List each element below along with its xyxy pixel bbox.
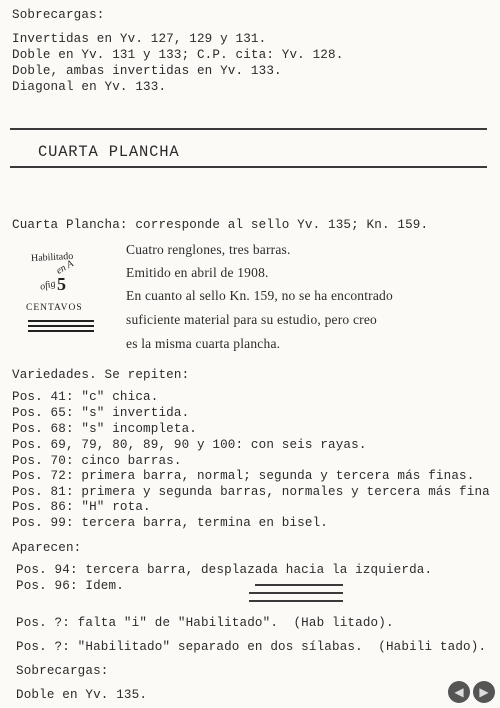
overprint-stamp-image: Habilitado en A ofig 5 CENTAVOS	[22, 248, 104, 338]
appear-item: Pos. 96: Idem.	[16, 579, 124, 593]
bar-illustration	[249, 592, 343, 594]
appear-heading: Aparecen:	[12, 541, 82, 555]
missing-item: Pos. ?: falta "i" de "Habilitado". (Hab litado).	[16, 616, 394, 630]
description-line: Cuatro renglones, tres barras.	[126, 242, 291, 257]
description-line: suficiente material para su estudio, pero creo	[126, 312, 377, 327]
chevron-left-icon: ◀	[454, 685, 464, 699]
bar-illustration	[249, 600, 343, 602]
description-line: En cuanto al sello Kn. 159, no se ha encontrado	[126, 288, 393, 303]
variety-item: Pos. 81: primera y segunda barras, normales y tercera más fina	[12, 485, 490, 499]
description-line: Emitido en abril de 1908.	[126, 265, 269, 280]
variety-item: Pos. 86: "H" rota.	[12, 500, 151, 514]
overprint-line: Doble en Yv. 131 y 133; C.P. cita: Yv. 128.	[12, 48, 344, 62]
variety-item: Pos. 65: "s" invertida.	[12, 406, 190, 420]
bottom-heading: Sobrecargas:	[16, 664, 109, 678]
variety-item: Pos. 70: cinco barras.	[12, 454, 182, 468]
varieties-heading: Variedades. Se repiten:	[12, 368, 190, 382]
section-rule-top	[10, 128, 487, 130]
bottom-line: Doble en Yv. 135.	[16, 688, 148, 702]
variety-item: Pos. 69, 79, 80, 89, 90 y 100: con seis rayas.	[12, 438, 367, 452]
appear-item: Pos. 94: tercera barra, desplazada hacia la izquierda.	[16, 563, 433, 577]
intro-line: Cuarta Plancha: corresponde al sello Yv. 135; Kn. 159.	[12, 218, 429, 232]
section-rule-bottom	[10, 166, 487, 168]
variety-item: Pos. 99: tercera barra, termina en bisel.	[12, 516, 329, 530]
bar-illustration	[255, 584, 343, 586]
chevron-right-icon: ▶	[479, 685, 489, 699]
next-page-button[interactable]	[473, 681, 495, 703]
overprint-line: Doble, ambas invertidas en Yv. 133.	[12, 64, 282, 78]
variety-item: Pos. 68: "s" incompleta.	[12, 422, 197, 436]
overprint-line: Diagonal en Yv. 133.	[12, 80, 167, 94]
top-heading: Sobrecargas:	[12, 8, 105, 22]
variety-item: Pos. 72: primera barra, normal; segunda y tercera más finas.	[12, 469, 475, 483]
missing-item: Pos. ?: "Habilitado" separado en dos sílabas. (Habili tado).	[16, 640, 487, 654]
overprint-line: Invertidas en Yv. 127, 129 y 131.	[12, 32, 267, 46]
section-title: CUARTA PLANCHA	[38, 143, 180, 161]
variety-item: Pos. 41: "c" chica.	[12, 390, 159, 404]
previous-page-button[interactable]	[448, 681, 470, 703]
description-line: es la misma cuarta plancha.	[126, 336, 281, 351]
